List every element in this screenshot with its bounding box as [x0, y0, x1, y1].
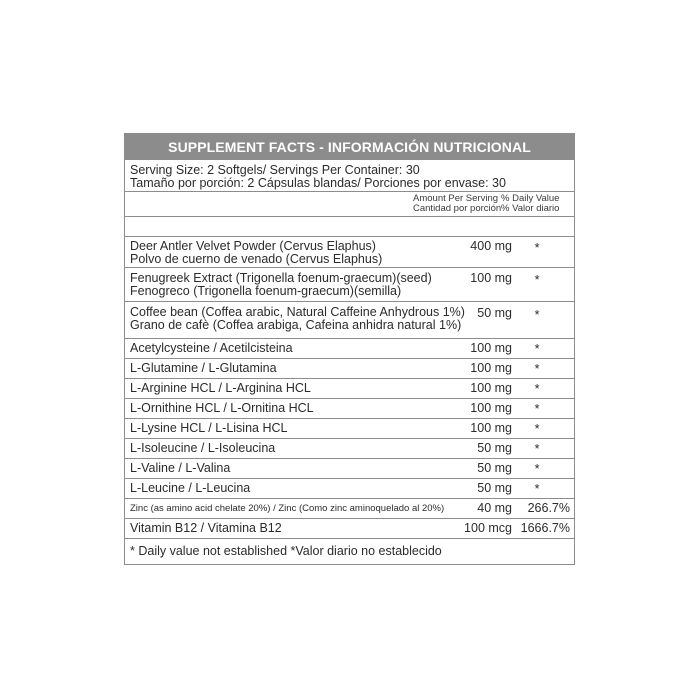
ingredient-name: L-Ornithine HCL / L-Ornitina HCL	[130, 401, 314, 415]
ingredient-daily-value: *	[534, 308, 540, 322]
divider	[125, 538, 574, 539]
ingredient-daily-value: *	[534, 482, 540, 496]
ingredient-amount: 100 mg	[470, 401, 512, 415]
ingredient-name-en: Deer Antler Velvet Powder (Cervus Elaphus)	[130, 239, 376, 253]
ingredient-daily-value: 266.7%	[527, 501, 570, 515]
ingredient-daily-value: *	[534, 382, 540, 396]
ingredient-amount: 100 mg	[470, 271, 512, 285]
ingredient-name: L-Leucine / L-Leucina	[130, 481, 251, 495]
ingredient-daily-value: *	[534, 442, 540, 456]
ingredient-name: L-Lysine HCL / L-Lisina HCL	[130, 421, 288, 435]
ingredient-amount: 100 mcg	[464, 521, 512, 535]
table-row	[125, 418, 574, 438]
ingredient-amount: 50 mg	[477, 441, 512, 455]
footnote: * Daily value not established *Valor diario no establecido	[130, 544, 442, 558]
ingredient-amount: 100 mg	[470, 421, 512, 435]
ingredient-amount: 100 mg	[470, 381, 512, 395]
ingredient-daily-value: *	[534, 422, 540, 436]
ingredient-daily-value: *	[534, 462, 540, 476]
table-row	[125, 338, 574, 358]
ingredient-amount: 100 mg	[470, 341, 512, 355]
ingredient-name: L-Valine / L-Valina	[130, 461, 231, 475]
ingredient-daily-value: *	[534, 342, 540, 356]
table-row	[125, 518, 574, 538]
ingredient-amount: 40 mg	[477, 501, 512, 515]
valor-diario-header: % Valor diario	[501, 203, 560, 214]
table-row	[125, 398, 574, 418]
cantidad-por-porcion-header: Cantidad por porción	[413, 203, 502, 214]
table-row	[125, 301, 574, 338]
ingredient-name: Zinc (as amino acid chelate 20%) / Zinc (Como zinc aminoquelado al 20%)	[130, 503, 445, 514]
table-row	[125, 478, 574, 498]
table-row	[125, 498, 574, 518]
table-row	[125, 378, 574, 398]
ingredient-name	[130, 272, 432, 298]
ingredient-amount: 400 mg	[470, 239, 512, 253]
divider	[125, 191, 574, 192]
ingredient-name	[130, 240, 382, 266]
serving-size-es: Tamaño por porción: 2 Cápsulas blandas/ Porciones por envase: 30	[130, 176, 506, 190]
ingredient-daily-value: *	[534, 362, 540, 376]
ingredient-daily-value: 1666.7%	[520, 521, 570, 535]
amount-per-serving-header: Amount Per Serving	[413, 193, 499, 204]
ingredient-daily-value: *	[534, 402, 540, 416]
ingredient-name-es: Polvo de cuerno de venado (Cervus Elaphus)	[130, 252, 383, 266]
ingredient-name: L-Arginine HCL / L-Arginina HCL	[130, 381, 311, 395]
serving-size-en: Serving Size: 2 Softgels/ Servings Per Container: 30	[130, 163, 420, 177]
table-row	[125, 236, 574, 267]
divider	[125, 216, 574, 217]
ingredient-daily-value: *	[534, 273, 540, 287]
ingredient-daily-value: *	[534, 241, 540, 255]
daily-value-header: % Daily Value	[501, 193, 560, 204]
table-row	[125, 438, 574, 458]
ingredient-name: Vitamin B12 / Vitamina B12	[130, 521, 282, 535]
ingredient-name	[130, 306, 465, 332]
ingredient-name-en: Fenugreek Extract (Trigonella foenum-graecum)(seed)	[130, 271, 432, 285]
ingredient-name: L-Glutamine / L-Glutamina	[130, 361, 277, 375]
ingredient-name-en: Coffee bean (Coffea arabic, Natural Caffeine Anhydrous 1%)	[130, 305, 465, 319]
ingredient-amount: 100 mg	[470, 361, 512, 375]
ingredient-name-es: Fenogreco (Trigonella foenum-graecum)(semilla)	[130, 284, 402, 298]
ingredient-name: Acetylcysteine / Acetilcisteina	[130, 341, 293, 355]
ingredient-name-es: Grano de cafè (Coffea arabiga, Cafeina anhidra natural 1%)	[130, 318, 462, 332]
ingredient-name: L-Isoleucine / L-Isoleucina	[130, 441, 276, 455]
ingredient-amount: 50 mg	[477, 481, 512, 495]
table-row	[125, 267, 574, 301]
panel-title: SUPPLEMENT FACTS - INFORMACIÓN NUTRICIONAL	[125, 134, 574, 160]
ingredient-amount: 50 mg	[477, 461, 512, 475]
ingredient-amount: 50 mg	[477, 306, 512, 320]
supplement-facts-panel	[124, 133, 575, 565]
table-row	[125, 458, 574, 478]
table-row	[125, 358, 574, 378]
